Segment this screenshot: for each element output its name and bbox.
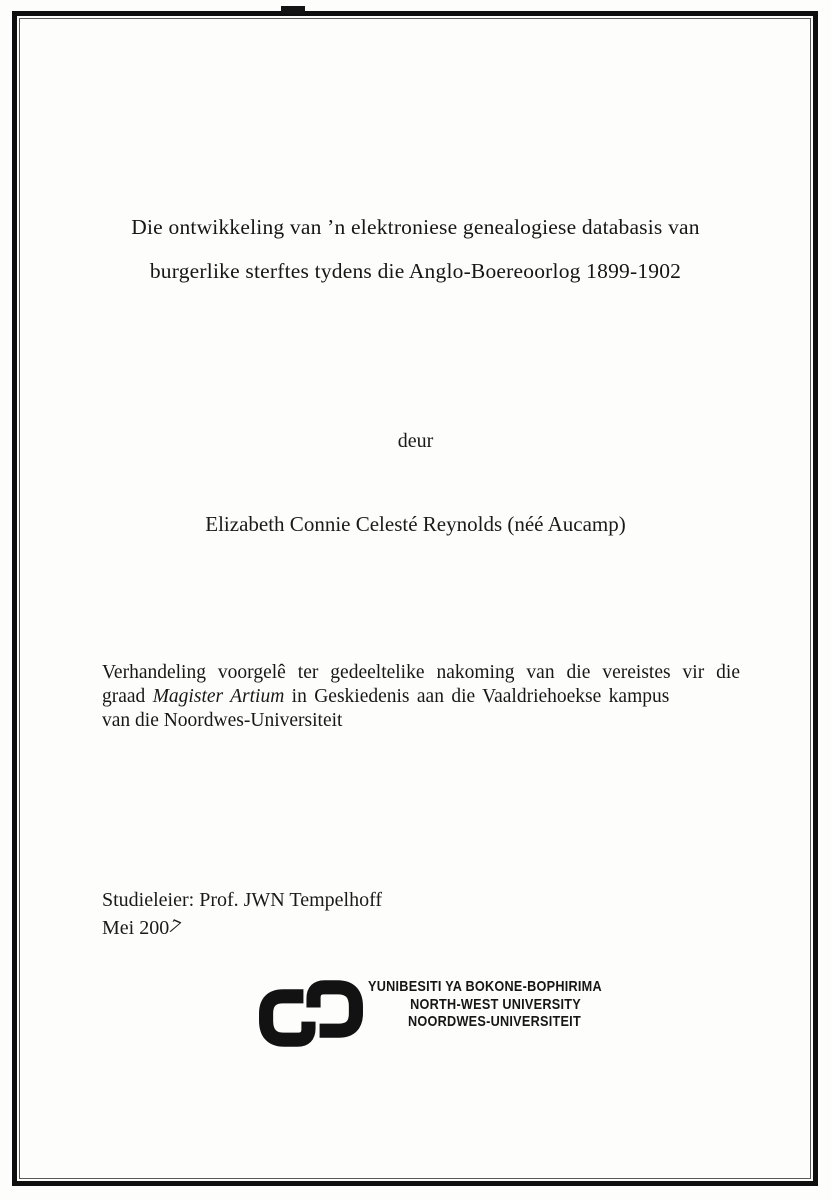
logo-line-afrikaans: NOORDWES-UNIVERSITEIT — [408, 1013, 581, 1030]
date-line — [102, 914, 382, 942]
thesis-title — [0, 205, 831, 293]
supervisor-date-block — [102, 886, 382, 942]
title-line-2: burgerlike sterftes tydens die Anglo-Boereoorlog 1899-1902 — [149, 259, 682, 283]
statement-line-2-pre: graad — [102, 686, 153, 707]
logo-line-setswana: YUNIBESITI YA BOKONE-BOPHIRIMA — [368, 978, 602, 995]
author-name: Elizabeth Connie Celesté Reynolds (néé Aucamp) — [205, 512, 626, 536]
date-digit: 7 — [165, 915, 184, 940]
university-logo-text — [368, 978, 602, 1031]
supervisor-line: Studieleier: Prof. JWN Tempelhoff — [102, 889, 383, 911]
degree-statement — [102, 661, 740, 733]
date-prefix: Mei 200 — [102, 917, 170, 939]
statement-line-2 — [102, 685, 740, 709]
nwu-interlocking-links-icon — [257, 977, 365, 1050]
logo-line-english: NORTH-WEST UNIVERSITY — [410, 995, 581, 1013]
degree-name: Magister Artium — [152, 686, 285, 707]
statement-line-3: van die Noordwes-Universiteit — [102, 710, 343, 731]
scan-artifact — [281, 6, 305, 14]
university-logo — [257, 977, 620, 1050]
statement-line-1: Verhandeling voorgelê ter gedeeltelike nakoming van die vereistes vir die — [102, 662, 740, 683]
deur-label: deur — [397, 430, 434, 452]
title-line-1: Die ontwikkeling van ’n elektroniese genealogiese databasis van — [131, 215, 700, 239]
statement-line-2-post: in Geskiedenis aan die Vaaldriehoekse kampus — [284, 686, 670, 707]
